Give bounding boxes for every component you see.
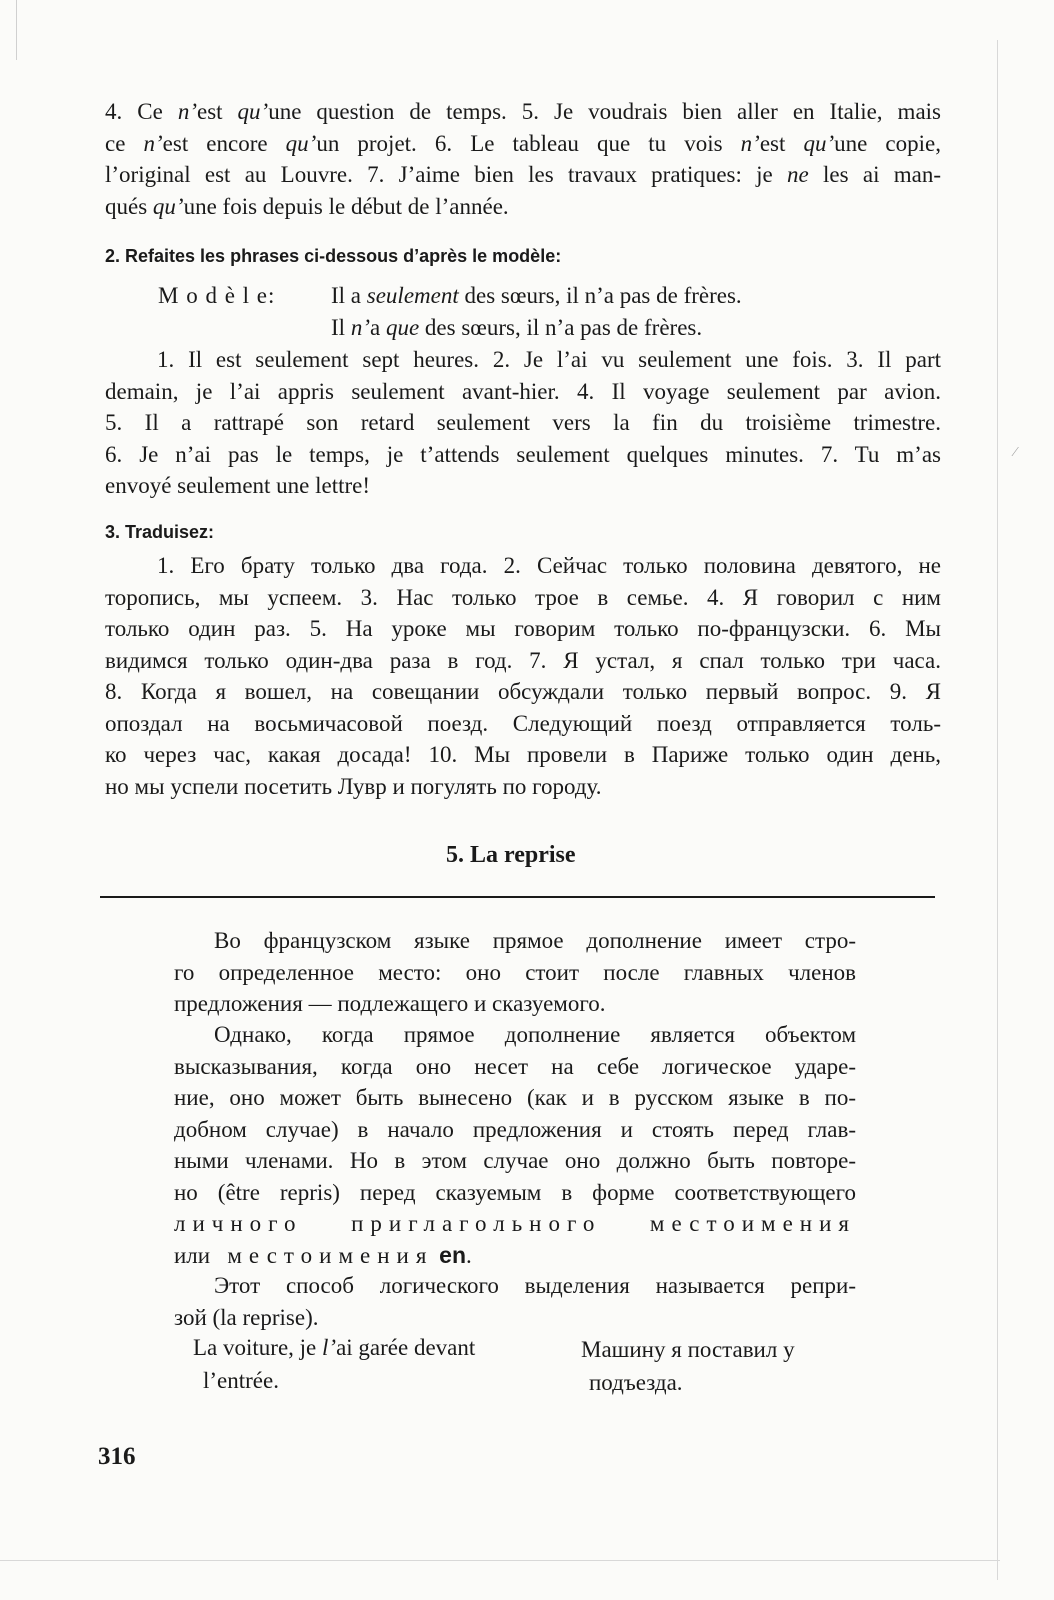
paragraph-top-line-4: qués qu’une fois depuis le début de l’année. <box>105 193 509 219</box>
scan-edge-left <box>16 0 17 60</box>
theory-line: высказывания, когда оно несет на себе логическое ударе- <box>174 1053 856 1079</box>
example-french-line-2: l’entrée. <box>203 1368 279 1393</box>
theory-line: ными членами. Но в этом случае оно должно быть повторе- <box>174 1148 856 1173</box>
paragraph-top <box>105 96 941 222</box>
theory-line-last: или местоимения en. <box>174 1241 472 1268</box>
theory-line: Этот способ логического выделения называется репри- <box>214 1273 856 1298</box>
theory-line: ние, оно может быть вынесено (как и в русском языке в по- <box>174 1085 856 1110</box>
paragraph-top-line-1: 4. Ce n’est qu’une question de temps. 5. Je voudrais bien aller en Italie, mais <box>105 99 941 124</box>
paragraph-top-line-2: ce n’est encore qu’un projet. 6. Le tableau que tu vois n’est qu’une copie, <box>105 130 941 156</box>
theory-line: Во французском языке прямое дополнение имеет стро- <box>214 928 856 953</box>
exercise-3-line: опоздал на восьмичасовой поезд. Следующий поезд отправляется толь- <box>105 710 941 736</box>
example-french <box>193 1331 553 1397</box>
theory-line: предложения — подлежащего и сказуемого. <box>174 991 606 1016</box>
model-line-1: Il a seulement des sœurs, il n’a pas de frères. <box>331 283 742 308</box>
scan-edge-bottom <box>0 1560 1000 1561</box>
paragraph-top-line-3: l’original est au Louvre. 7. J’aime bien les travaux pratiques: je ne les ai man- <box>105 162 942 187</box>
exercise-2-line: 5. Il a rattrapé son retard seulement vers la fin du troisième trimestre. <box>105 410 941 435</box>
theory-paragraph-2 <box>174 1019 856 1271</box>
exercise-2-line: envoyé seulement une lettre! <box>105 473 371 498</box>
exercise-2-line: 1. Il est seulement sept heures. 2. Je l’ai vu seulement une fois. 3. Il part <box>157 347 941 372</box>
section-title: 5. La reprise <box>446 842 576 868</box>
theory-paragraph-3 <box>174 1270 856 1333</box>
exercise-2-line: 6. Je n’ai pas le temps, je t’attends seulement quelques minutes. 7. Tu m’as <box>105 441 941 467</box>
exercise-3-line: ко через час, какая досада! 10. Мы провели в Париже только один день, <box>105 742 941 767</box>
theory-line: но (être repris) перед сказуемым в форме соответствующего <box>174 1179 856 1205</box>
model-line-2: Il n’a que des sœurs, il n’a pas de frères. <box>331 315 703 340</box>
theory-line: добном случае) в начало предложения и стоять перед глав- <box>174 1116 856 1142</box>
section-rule <box>100 896 935 898</box>
exercise-2-sentences <box>105 344 941 502</box>
scan-edge-right <box>997 40 998 1580</box>
exercise-3-heading: 3. Traduisez: <box>105 522 215 542</box>
model-label: M o d è l e: <box>158 283 276 308</box>
exercise-3-line: торопись, мы успеем. 3. Нас только трое в семье. 4. Я говорил с ним <box>105 584 941 610</box>
theory-line-spaced: личного приглагольного местоимения <box>174 1211 856 1236</box>
theory-line: Однако, когда прямое дополнение является объектом <box>214 1022 856 1047</box>
example-russian-line-1: Машину я поставил у <box>581 1337 795 1362</box>
exercise-3-line: 8. Когда я вошел, на совещании обсуждали только первый вопрос. 9. Я <box>105 679 941 704</box>
example-russian-line-2: подъезда. <box>589 1370 683 1395</box>
exercise-3-line: только один раз. 5. На уроке мы говорим только по-французски. 6. Мы <box>105 616 941 641</box>
exercise-2-heading: 2. Refaites les phrases ci-dessous d’après le modèle: <box>105 246 562 266</box>
theory-line: зой (la reprise). <box>174 1304 319 1330</box>
theory-paragraph-1 <box>174 925 856 1020</box>
exercise-3-line: видимся только один-два раза в год. 7. Я устал, я спал только три часа. <box>105 647 941 673</box>
scan-speck: ⁄ <box>1014 445 1017 460</box>
exercise-3-line: 1. Его брату только два года. 2. Сейчас только половина девятого, не <box>157 553 941 578</box>
page-number: 316 <box>98 1443 136 1470</box>
exercise-3-sentences <box>105 550 941 802</box>
example-french-line-1: La voiture, je l’ai garée devant <box>193 1335 476 1360</box>
exercise-3-line: но мы успели посетить Лувр и погулять по городу. <box>105 773 602 799</box>
exercise-2-line: demain, je l’ai appris seulement avant-hier. 4. Il voyage seulement par avion. <box>105 378 941 404</box>
example-russian <box>581 1333 881 1399</box>
theory-line: го определенное место: оно стоит после главных членов <box>174 959 856 985</box>
